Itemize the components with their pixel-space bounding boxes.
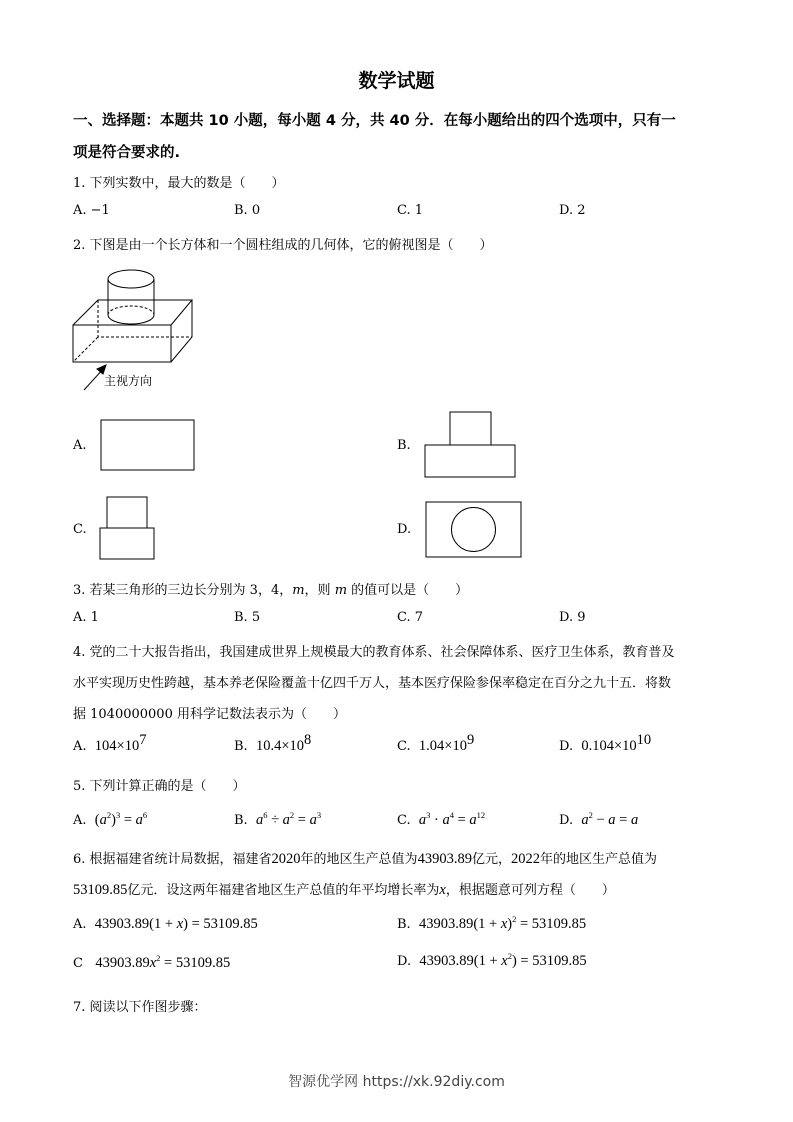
- q3-stem: 3. 若某三角形的三边长分别为 3，4，m，则 m 的值可以是（ ）: [73, 583, 469, 598]
- q2-option-c-label: C.: [73, 522, 87, 537]
- q6-stem-line1: 6. 根据福建省统计局数据，福建省2020年的地区生产总值为43903.89亿元，2022年的地区生产总值为: [73, 851, 657, 867]
- q6-option-c: C $43903.89x^2 = 53109.85$: [73, 953, 231, 971]
- q5-option-c: C. $a^3 \cdot a^4 = a^{12}$: [397, 810, 486, 828]
- q5-option-d: D. $a^2 - a = a$: [559, 810, 639, 828]
- q5-option-a: A. $(a^2)^3 = a^6$: [73, 810, 148, 828]
- section-heading-line1: 一、选择题：本题共 10 小题，每小题 4 分，共 40 分．在每小题给出的四个选项中，只有一: [73, 113, 676, 129]
- q6-option-a: A. 43903.89(1 + x) = 53109.85: [73, 916, 258, 932]
- q5-stem: 5. 下列计算正确的是（ ）: [73, 779, 246, 794]
- q2-option-b-label: B.: [397, 438, 411, 453]
- q4-option-d: D. $0.104\times 10^{10}$: [559, 732, 652, 754]
- q4-option-a: A. $104\times 10^7$: [73, 732, 147, 754]
- q3-option-b: B. 5: [234, 610, 261, 625]
- q1-option-d: D. 2: [559, 203, 586, 218]
- q4-option-b: B. $10.4\times 10^8$: [234, 732, 312, 754]
- q6-stem-line2: 53109.85亿元．设这两年福建省地区生产总值的年平均增长率为x，根据题意可列方程（ ）: [73, 882, 615, 898]
- q7-stem: 7. 阅读以下作图步骤：: [73, 1000, 207, 1015]
- q5-option-a-math: $(a^2)^3 = a^6$: [94, 810, 148, 828]
- section-heading-line2: 项是符合要求的.: [73, 145, 181, 161]
- q2-stem: 2. 下图是由一个长方体和一个圆柱组成的几何体，它的俯视图是（ ）: [73, 238, 493, 253]
- page-title: 数学试题: [358, 70, 435, 92]
- q1-option-c: C. 1: [397, 203, 424, 218]
- q6-option-b-math: $43903.89(1 + x)^2 = 53109.85$: [418, 914, 587, 932]
- q1-option-a: A. −1: [73, 203, 110, 218]
- q4-option-c: C. $1.04\times 10^9$: [397, 732, 475, 754]
- q3-option-c: C. 7: [397, 610, 424, 625]
- q2-option-c-figure: [99, 496, 157, 562]
- q2-option-a-figure: [100, 419, 196, 472]
- q4-stem-line1: 4. 党的二十大报告指出，我国建成世界上规模最大的教育体系、社会保障体系、医疗卫生体系，教育普及: [73, 645, 675, 660]
- q4-stem-line3: 据 1040000000 用科学记数法表示为（ ）: [73, 707, 346, 722]
- q6-option-a-math: 43903.89(1 + x) = 53109.85: [94, 916, 258, 932]
- q2-option-d-label: D.: [397, 522, 412, 537]
- q1-option-b: B. 0: [234, 203, 261, 218]
- q2-option-b-figure: [424, 411, 518, 479]
- q6-option-d: D. $43903.89(1 + x^2) = 53109.85$: [397, 951, 587, 969]
- q5-option-d-math: $a^2 - a = a$: [581, 810, 639, 828]
- q3-var-m: m: [292, 583, 305, 598]
- q3-option-d: D. 9: [559, 610, 586, 625]
- q2-option-a-label: A.: [73, 438, 87, 453]
- q6-option-b: B. $43903.89(1 + x)^2 = 53109.85$: [397, 914, 587, 932]
- q6-option-c-math: $43903.89x^2 = 53109.85$: [95, 953, 231, 971]
- q2-view-direction-label: 主视方向: [104, 374, 153, 388]
- q3-option-a: A. 1: [73, 610, 99, 625]
- q4-stem-line2: 水平实现历史性跨越，基本养老保险覆盖十亿四千万人，基本医疗保险参保率稳定在百分之九十五．将数: [73, 676, 672, 691]
- q6-option-d-math: $43903.89(1 + x^2) = 53109.85$: [419, 951, 587, 969]
- q5-option-b-math: $a^6 \div a^2 = a^3$: [255, 810, 322, 828]
- q5-option-b: B. $a^6 \div a^2 = a^3$: [234, 810, 322, 828]
- q1-stem: 1. 下列实数中，最大的数是（ ）: [73, 176, 285, 191]
- footer-watermark: 智源优学网 https://xk.92diy.com: [288, 1074, 505, 1090]
- q2-option-d-figure: [425, 501, 523, 560]
- q5-option-c-math: $a^3 \cdot a^4 = a^{12}$: [418, 810, 486, 828]
